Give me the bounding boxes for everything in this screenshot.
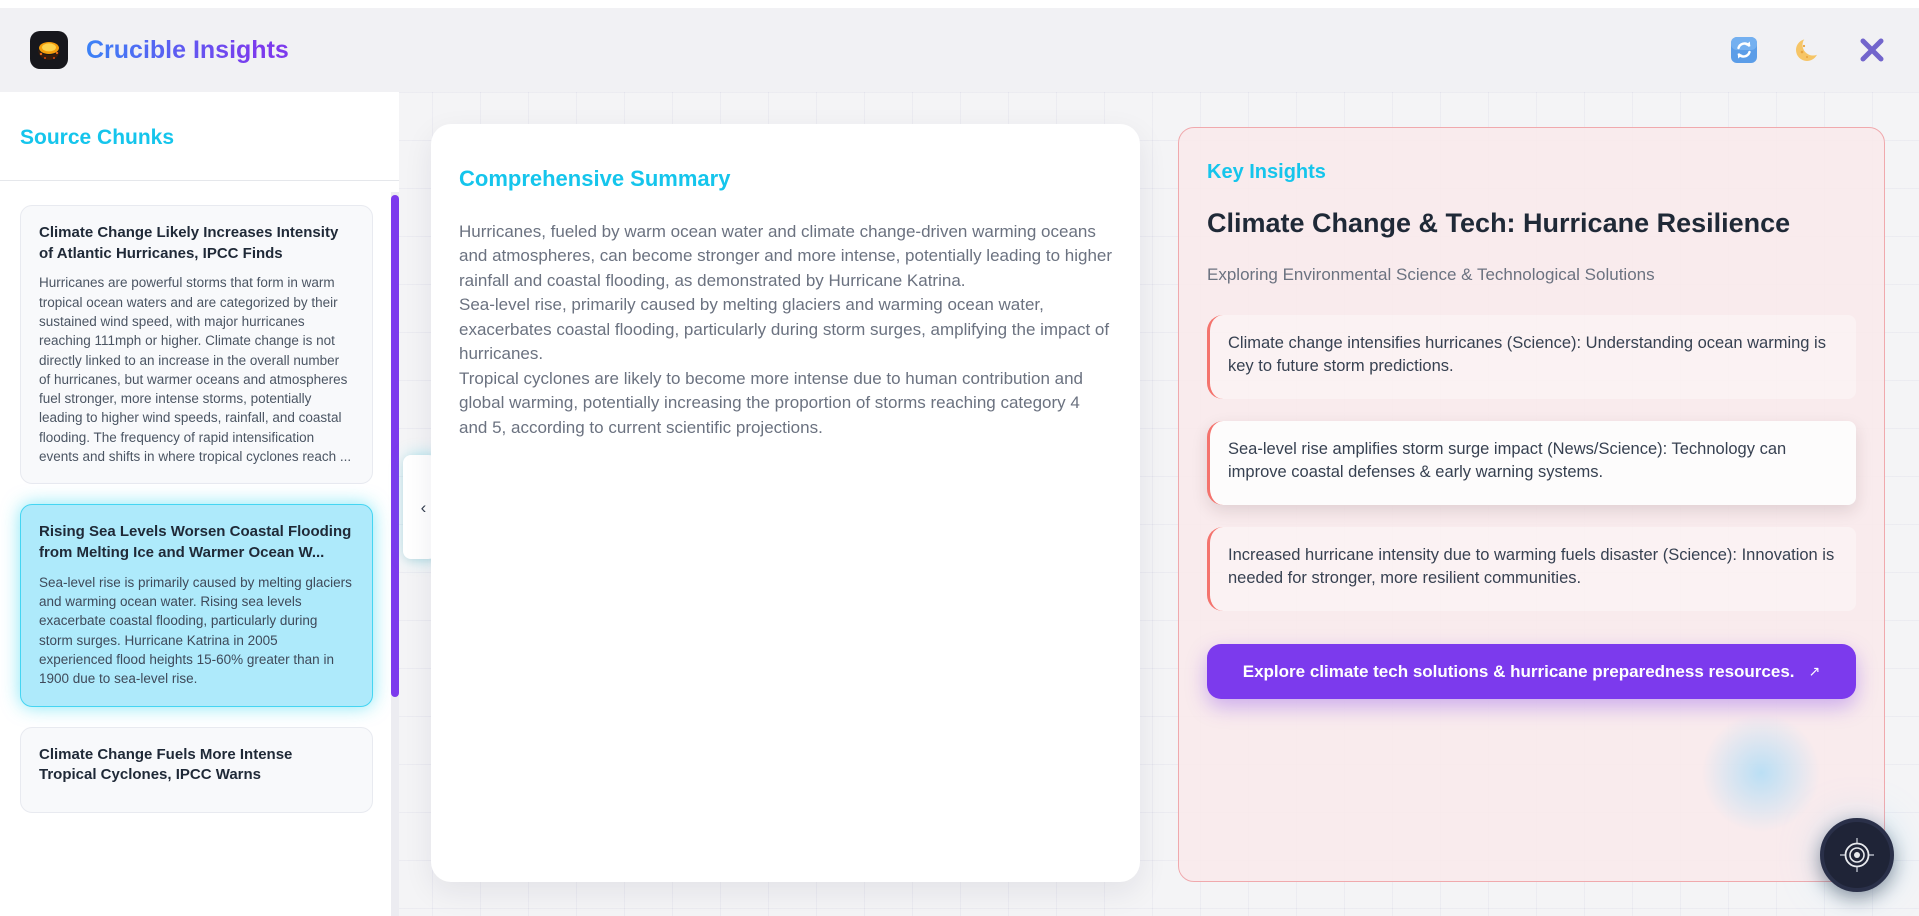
chunk-body: Hurricanes are powerful storms that form in warm tropical ocean waters and are categorized by their sustained wind speed, with major hurricanes reaching 111mph or higher. Climate change is not directly linked to an increase in the overall number of hurricanes, but warmer oceans and atmospheres fuel stronger, more intense storms, potentially leading to higher wind speeds, rainfall, and coastal flooding. The frequency of rapid intensification events and shifts in where tropical cyclones reach ... bbox=[39, 275, 352, 465]
chunk-title: Climate Change Likely Increases Intensity of Atlantic Hurricanes, IPCC Finds bbox=[39, 224, 339, 262]
cta-label: Explore climate tech solutions & hurricane preparedness resources. bbox=[1242, 661, 1795, 681]
header-bar bbox=[0, 8, 1919, 92]
source-chunks-sidebar bbox=[0, 92, 399, 916]
summary-paragraph-1: Hurricanes, fueled by warm ocean water and climate change-driven warming oceans and atmospheres, can become stronger and more intense, potentially leading to higher rainfall and coastal flooding, as demonstrated by Hurricane Katrina. bbox=[459, 222, 1113, 290]
key-insights-panel bbox=[1178, 127, 1885, 882]
insights-subtitle: Exploring Environmental Science & Technological Solutions bbox=[1207, 265, 1655, 284]
summary-title: Comprehensive Summary bbox=[459, 166, 731, 191]
summary-text bbox=[459, 220, 1112, 440]
insight-item-3[interactable] bbox=[1207, 527, 1856, 611]
summary-paragraph-3: Tropical cyclones are likely to become more intense due to human contribution and global warming, potentially increasing the proportion of storms reaching category 4 and 5, according to current scientific projections. bbox=[459, 368, 1083, 437]
explore-resources-button[interactable] bbox=[1207, 644, 1856, 699]
app-title: Crucible Insights bbox=[86, 35, 289, 64]
chevron-left-icon: ‹ bbox=[420, 497, 427, 517]
main-content bbox=[0, 92, 1919, 916]
header-actions bbox=[1727, 33, 1889, 67]
insight-text: Climate change intensifies hurricanes (Science): Understanding ocean warming is key to future storm predictions. bbox=[1228, 334, 1826, 376]
sidebar-title: Source Chunks bbox=[20, 126, 175, 149]
chunk-title: Climate Change Fuels More Intense Tropical Cyclones, IPCC Warns bbox=[39, 745, 293, 784]
chunk-title: Rising Sea Levels Worsen Coastal Flooding from Melting Ice and Warmer Ocean W... bbox=[39, 523, 352, 562]
target-locator-button[interactable] bbox=[1820, 818, 1894, 892]
summary-card bbox=[431, 124, 1140, 882]
arrow-up-right-icon: ↗ bbox=[1808, 663, 1821, 679]
insight-text: Increased hurricane intensity due to warming fuels disaster (Science): Innovation is needed for stronger, more resilient communities. bbox=[1228, 546, 1835, 588]
refresh-icon[interactable] bbox=[1727, 33, 1761, 67]
insight-item-2[interactable] bbox=[1207, 421, 1856, 505]
cyan-glow-decoration bbox=[1701, 713, 1821, 833]
chunk-card-2-selected[interactable] bbox=[20, 504, 373, 706]
chunk-card-1[interactable] bbox=[20, 205, 373, 484]
moon-icon[interactable] bbox=[1791, 33, 1825, 67]
insights-headline: Climate Change & Tech: Hurricane Resilience bbox=[1207, 208, 1791, 238]
close-icon[interactable] bbox=[1855, 33, 1889, 67]
sidebar-scroll-thumb[interactable] bbox=[391, 195, 399, 697]
chunk-list bbox=[0, 181, 399, 813]
summary-paragraph-2: Sea-level rise, primarily caused by melting glaciers and warming ocean water, exacerbates coastal flooding, particularly during storm surges, amplifying the impact of hurricanes. bbox=[459, 295, 1110, 364]
insights-title: Key Insights bbox=[1207, 161, 1326, 183]
crucible-logo bbox=[30, 31, 68, 69]
target-icon bbox=[1837, 835, 1877, 875]
insight-item-1[interactable] bbox=[1207, 315, 1856, 399]
insight-text: Sea-level rise amplifies storm surge impact (News/Science): Technology can improve coastal defenses & early warning systems. bbox=[1228, 440, 1787, 482]
insight-list bbox=[1207, 315, 1856, 611]
chunk-card-3[interactable] bbox=[20, 727, 373, 813]
chunk-body: Sea-level rise is primarily caused by melting glaciers and warming ocean water. Rising sea levels exacerbate coastal flooding, particularly during storm surges. Hurricane Katrina in 2005 experienced flood heights 15-60% greater than in 1900 due to sea-level rise. bbox=[39, 574, 352, 687]
